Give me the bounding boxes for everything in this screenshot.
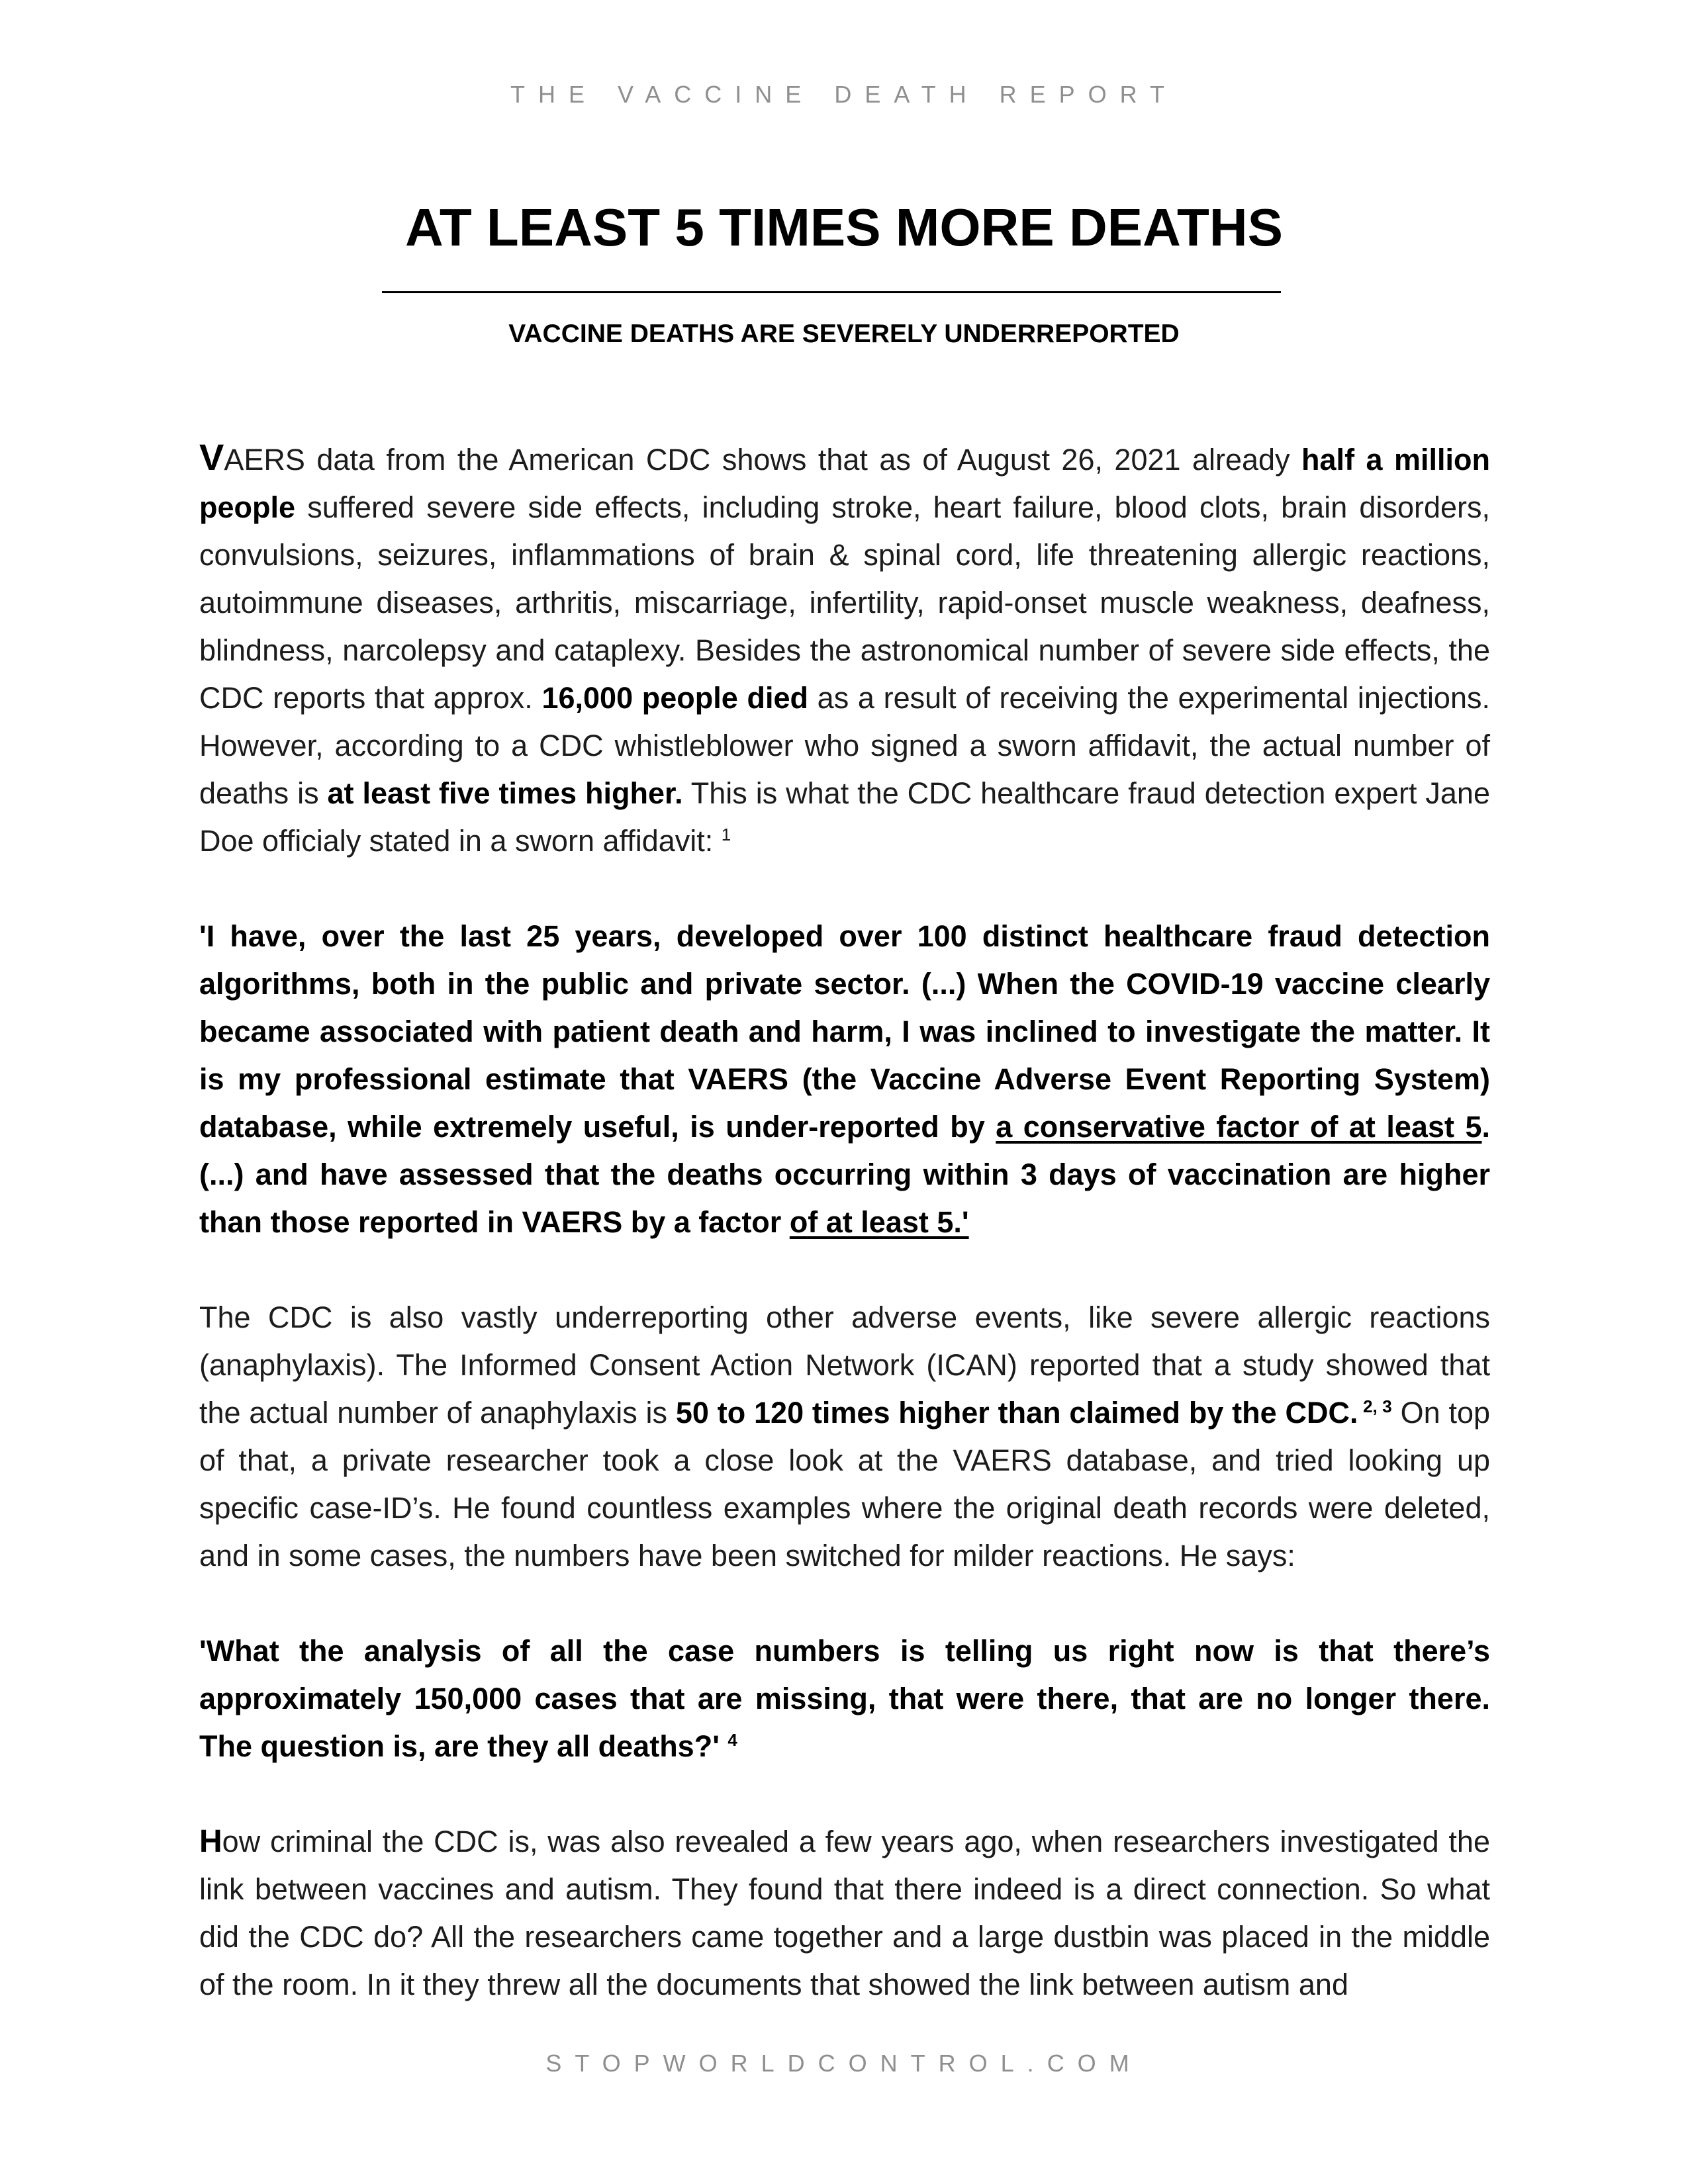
quote-text: 'I have, over the last 25 years, developed over 100 distinct healthcare fraud detection algorithms, both in the public and private sector. (...) When the COVID-19 vaccine clearly became associated with patient death and harm, I was inclined to investigate the matter. It is my professional estimate that VAERS (the Vaccine Adverse Event Reporting System) database, while extremely useful, is under-reported by [199, 919, 1490, 1144]
title-divider [382, 291, 1281, 293]
quote-text: . (...) and have assessed that the deaths occurring within 3 days of vaccination are higher than those reported in VAERS by a factor [199, 1110, 1490, 1239]
affidavit-quote [199, 913, 1490, 1246]
footnote-ref: 1 [721, 825, 731, 844]
page-title: AT LEAST 5 TIMES MORE DEATHS [405, 198, 1283, 257]
emphasis-text: at least five times higher. [327, 776, 683, 810]
emphasis-text: half a million people [199, 443, 1490, 524]
footnote-ref [1358, 1396, 1392, 1416]
paragraph-anaphylaxis [199, 1294, 1490, 1580]
drop-cap: H [199, 1824, 222, 1859]
paragraph-intro [199, 433, 1490, 865]
footnote-ref: 4 [727, 1730, 737, 1750]
running-header: THE VACCINE DEATH REPORT [510, 81, 1178, 108]
article-body [199, 433, 1490, 2009]
footnote-number: 2, 3 [1363, 1396, 1392, 1416]
drop-cap: V [199, 436, 224, 478]
text-run: This is what the CDC healthcare fraud detection expert Jane Doe officialy stated in a sworn affidavit: [199, 776, 1490, 858]
underlined-text: of at least 5.' [789, 1205, 969, 1239]
text-run: On top of that, a private researcher took a close look at the VAERS database, and tried looking up specific case-ID’s. He found countless examples where the original death records were deleted, and in some cases, the numbers have been switched for milder reactions. He says: [199, 1396, 1490, 1572]
page-subtitle: VACCINE DEATHS ARE SEVERELY UNDERREPORTED [508, 320, 1180, 348]
researcher-quote [199, 1627, 1490, 1770]
quote-text: 'What the analysis of all the case numbers is telling us right now is that there’s approximately 150,000 cases that are missing, that were there, that are no longer there. The question is, are they all deaths?' [199, 1634, 1490, 1763]
text-run: ow criminal the CDC is, was also revealed a few years ago, when researchers investigated the link between vaccines and autism. They found that there indeed is a direct connection. So what did the CDC do? All the researchers came together and a large dustbin was placed in the middle of the room. In it they threw all the documents that showed the link between autism and [199, 1825, 1490, 2001]
text-run: as a result of receiving the experimental injections. However, according to a CDC whistleblower who signed a sworn affidavit, the actual number of deaths is [199, 681, 1490, 810]
running-footer: STOPWORLDCONTROL.COM [545, 2050, 1143, 2077]
emphasis-text: 50 to 120 times higher than claimed by the CDC. [675, 1396, 1358, 1430]
paragraph-autism [199, 1818, 1490, 2009]
text-run: suffered severe side effects, including stroke, heart failure, blood clots, brain disorders, convulsions, seizures, inflammations of brain & spinal cord, life threatening allergic reactions, autoimmune diseases, arthritis, miscarriage, infertility, rapid-onset muscle weakness, deafness, blindness, narcolepsy and cataplexy. Besides the astronomical number of severe side effects, the CDC reports that approx. [199, 490, 1490, 715]
emphasis-text: 16,000 people died [541, 681, 808, 715]
text-run: The CDC is also vastly underreporting other adverse events, like severe allergic reactions (anaphylaxis). The Informed Consent Action Network (ICAN) reported that a study showed that the actual number of anaphylaxis is [199, 1300, 1490, 1430]
underlined-text: a conservative factor of at least 5 [996, 1110, 1482, 1144]
text-run: AERS data from the American CDC shows that as of August 26, 2021 already [224, 443, 1302, 477]
